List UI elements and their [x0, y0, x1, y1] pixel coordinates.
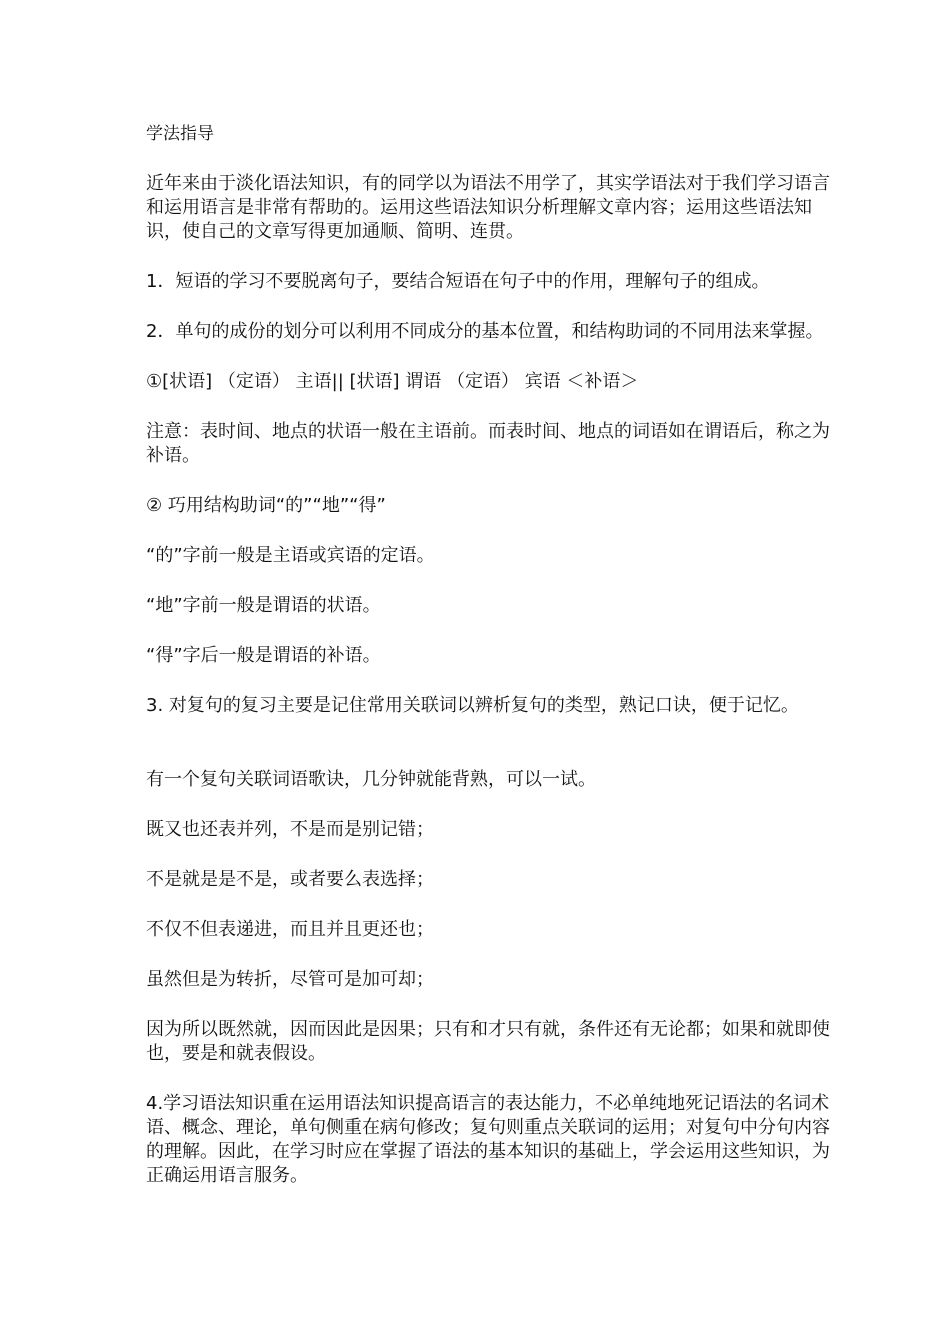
rhyme-line-coordinate: 既又也还表并列，不是而是别记错；: [146, 819, 434, 840]
page-title: 学法指导: [146, 124, 214, 144]
point-4-paragraph: 4.学习语法知识重在运用语法知识提高语言的表达能力，不必单纯地死记语法的名词术语、概念、理论，单句侧重在病句修改；复句则重点关联词的运用；对复句中分句内容的理解。因此，在学习时应在掌握了语法的基本知识的基础上，学会运用这些知识，为正确运用语言服务。: [146, 1093, 830, 1186]
particle-de-complement: “得”字后一般是谓语的补语。: [146, 645, 381, 666]
rhyme-line-adversative: 虽然但是为转折，尽管可是加可却；: [146, 969, 434, 990]
rhyme-line-progressive: 不仅不但表递进，而且并且更还也；: [146, 919, 434, 940]
document-page: [146, 122, 846, 1214]
particle-de-adverbial: “地”字前一般是谓语的状语。: [146, 595, 381, 616]
sentence-structure-formula: ①[状语] （定语） 主语|| [状语] 谓语 （定语） 宾语 ＜补语＞: [146, 371, 639, 392]
rhyme-line-causal-conditional: 因为所以既然就，因而因此是因果；只有和才只有就，条件还有无论都；如果和就即使也，要是和就表假设。: [146, 1019, 830, 1064]
rhyme-line-choice: 不是就是是不是，或者要么表选择；: [146, 869, 434, 890]
rhyme-intro: 有一个复句关联词语歌诀，几分钟就能背熟，可以一试。: [146, 769, 596, 790]
point-1-paragraph: 1．短语的学习不要脱离句子，要结合短语在句子中的作用，理解句子的组成。: [146, 271, 770, 292]
structural-particles-heading: ② 巧用结构助词“的”“地”“得”: [146, 495, 386, 516]
intro-paragraph: 近年来由于淡化语法知识，有的同学以为语法不用学了，其实学语法对于我们学习语言和运用语言是非常有帮助的。运用这些语法知识分析理解文章内容；运用这些语法知识，使自己的文章写得更加通顺、简明、连贯。: [146, 173, 830, 242]
note-paragraph: 注意：表时间、地点的状语一般在主语前。而表时间、地点的词语如在谓语后，称之为补语。: [146, 421, 830, 466]
point-3-paragraph: 3. 对复句的复习主要是记住常用关联词以辨析复句的类型，熟记口诀，便于记忆。: [146, 695, 799, 716]
point-2-paragraph: 2．单句的成份的划分可以利用不同成分的基本位置，和结构助词的不同用法来掌握。: [146, 321, 824, 342]
particle-de-attributive: “的”字前一般是主语或宾语的定语。: [146, 545, 435, 566]
